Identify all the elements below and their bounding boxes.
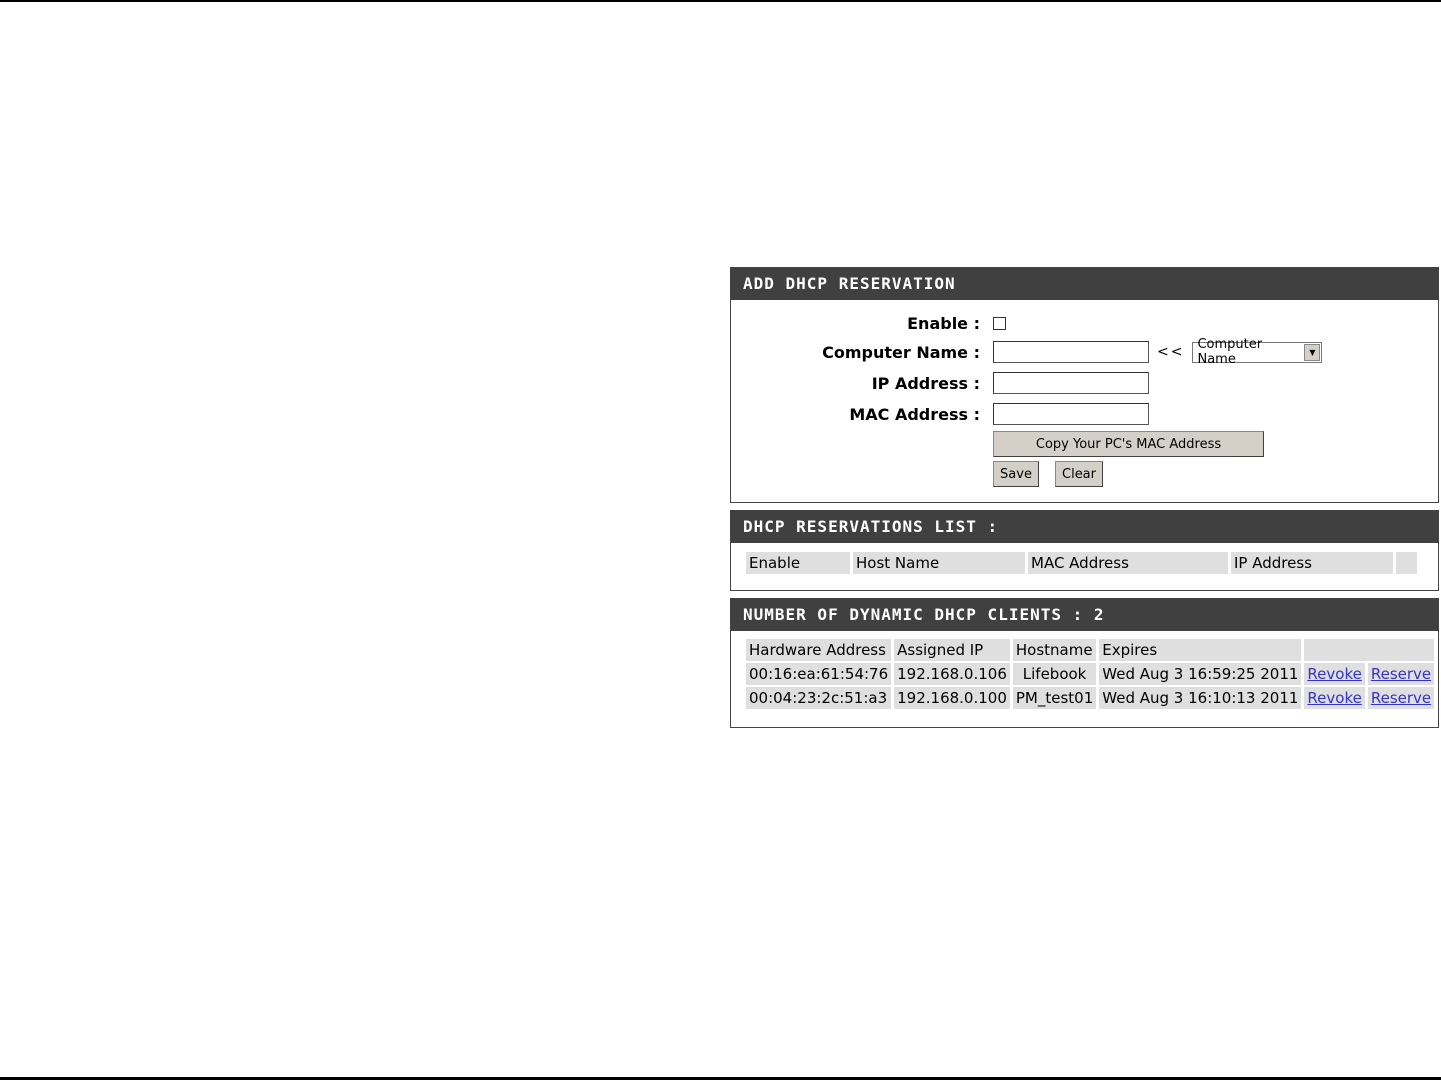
reserve-cell [1368,687,1434,709]
assigned-ip-cell: 192.168.0.106 [894,663,1010,685]
mac-address-input[interactable] [993,403,1149,425]
column-header: Hostname [1013,639,1096,661]
reservations-table [743,550,1420,576]
reserve-link[interactable]: Reserve [1370,689,1432,707]
column-header: IP Address [1231,552,1393,574]
computer-name-select[interactable] [1192,337,1322,367]
revoke-link[interactable]: Revoke [1307,665,1362,683]
dynamic-clients-title: NUMBER OF DYNAMIC DHCP CLIENTS : 2 [731,599,1438,631]
mac-row [731,402,1438,426]
expires-cell: Wed Aug 3 16:59:25 2011 [1099,663,1301,685]
revoke-cell [1304,687,1364,709]
enable-checkbox[interactable] [993,317,1006,330]
reservations-list-title: DHCP RESERVATIONS LIST : [731,511,1438,543]
dynamic-dhcp-clients-panel [730,598,1439,728]
column-header: Expires [1099,639,1301,661]
chevron-down-icon[interactable]: ▼ [1304,344,1320,361]
computer-name-row [731,337,1438,367]
mac-label: MAC Address : [849,404,980,424]
column-header: Host Name [853,552,1025,574]
revoke-cell [1304,663,1364,685]
ip-address-input[interactable] [993,372,1149,394]
top-divider [0,0,1441,2]
enable-label: Enable : [907,313,980,333]
column-header: Hardware Address [746,639,891,661]
add-dhcp-reservation-panel [730,267,1439,503]
column-header: Assigned IP [894,639,1010,661]
table-row [746,663,1434,685]
column-header-blank [1396,552,1417,574]
bottom-divider [0,1077,1441,1080]
hardware-address-cell: 00:16:ea:61:54:76 [746,663,891,685]
column-header: Enable [746,552,850,574]
save-button[interactable]: Save [993,461,1039,487]
reserve-link[interactable]: Reserve [1370,665,1432,683]
copy-arrows: << [1157,344,1185,360]
copy-mac-button[interactable]: Copy Your PC's MAC Address [993,431,1264,457]
hardware-address-cell: 00:04:23:2c:51:a3 [746,687,891,709]
revoke-link[interactable]: Revoke [1307,689,1362,707]
enable-row [731,311,1438,335]
add-reservation-title: ADD DHCP RESERVATION [731,268,1438,300]
dynamic-clients-table [743,637,1437,711]
column-header: MAC Address [1028,552,1228,574]
dhcp-reservations-list-panel [730,510,1439,591]
computer-select-value: Computer Name [1197,337,1263,367]
reserve-cell [1368,663,1434,685]
column-header-blank [1304,639,1434,661]
ip-row [731,371,1438,395]
expires-cell: Wed Aug 3 16:10:13 2011 [1099,687,1301,709]
table-row [746,687,1434,709]
table-header-row [746,639,1434,661]
assigned-ip-cell: 192.168.0.100 [894,687,1010,709]
hostname-cell: Lifebook [1013,663,1096,685]
clear-button[interactable]: Clear [1055,461,1103,487]
table-header-row [746,552,1417,574]
computer-name-label: Computer Name : [822,342,980,362]
computer-name-input[interactable] [993,341,1149,363]
hostname-cell: PM_test01 [1013,687,1096,709]
ip-label: IP Address : [871,373,980,393]
